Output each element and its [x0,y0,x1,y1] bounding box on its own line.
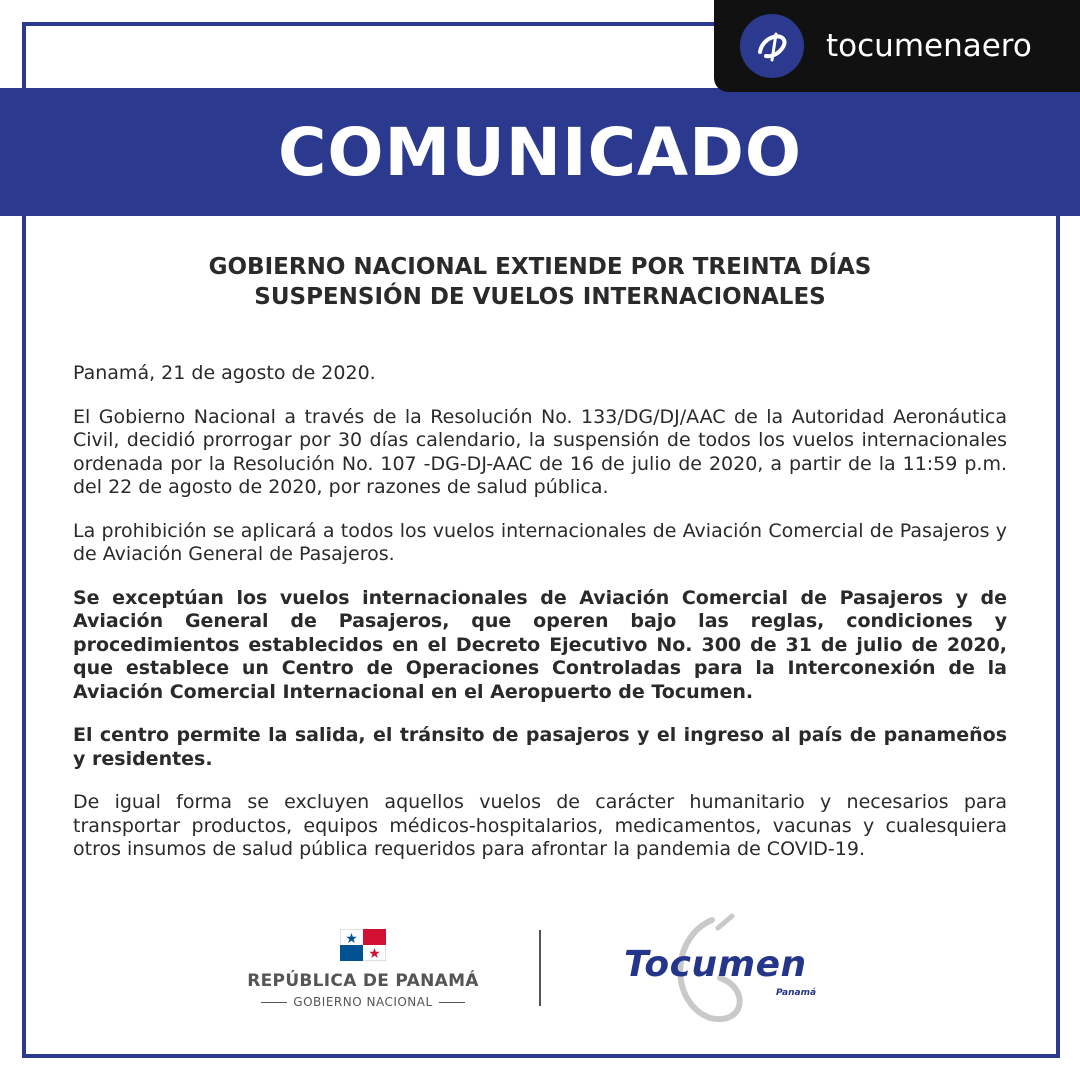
government-label: GOBIERNO NACIONAL [293,995,433,1009]
tocumen-logo [600,908,860,1028]
tocumen-subtitle: Panamá [776,988,817,998]
paragraph-center: El centro permite la salida, el tránsito de pasajeros y el ingreso al país de panameños y residentes. [73,724,1007,770]
paragraph-humanitarian: De igual forma se excluyen aquellos vuelos de carácter humanitario y necesarios para transportar productos, equipos médicos-hospitalarios, medicamentos, vacunas y cualesquiera otros insumos de salud pública requeridos para afrontar la pandemia de COVID-19. [73,791,1007,860]
headline-line-2: SUSPENSIÓN DE VUELOS INTERNACIONALES [254,284,826,310]
headline [60,252,1020,312]
title-banner [0,88,1080,216]
panama-flag-icon [340,929,386,961]
paragraph-exceptions: Se exceptúan los vuelos internacionales de Aviación Comercial de Pasajeros y de Aviación General de Pasajeros, que operen bajo las reglas, condiciones y procedimientos establecidos en el Decreto Ejecutivo No. 300 de 31 de julio de 2020, que establece un Centro de Operaciones Controladas para la Interconexión de la Aviación Comercial Internacional en el Aeropuerto de Tocumen. [73,586,1007,703]
republic-label: REPÚBLICA DE PANAMÁ [247,971,479,991]
government-logo [240,925,486,1009]
repost-username[interactable]: tocumenaero [826,28,1032,64]
tocumen-swirl-icon[interactable] [740,14,804,78]
paragraph-prohibition: La prohibición se aplicará a todos los vuelos internacionales de Aviación Comercial de Pasajeros y de Aviación General de Pasajeros. [73,519,1007,565]
tocumen-wordmark: Tocumen [624,944,807,985]
communique-body [73,362,1007,882]
repost-badge[interactable] [714,0,1080,92]
headline-line-1: GOBIERNO NACIONAL EXTIENDE POR TREINTA DÍAS [208,254,872,280]
footer-divider [539,930,541,1006]
paragraph-resolution: El Gobierno Nacional a través de la Resolución No. 133/DG/DJ/AAC de la Autoridad Aeronáutica Civil, decidió prorrogar por 30 días calendario, la suspensión de todos los vuelos internacionales ordenada por la Resolución No. 107 -DG-DJ-AAC de 16 de julio de 2020, a partir de la 11:59 p.m. del 22 de agosto de 2020, por razones de salud pública. [73,405,1007,498]
government-label-wrap [240,995,486,1009]
date-line: Panamá, 21 de agosto de 2020. [73,362,376,384]
banner-title: COMUNICADO [277,113,802,191]
